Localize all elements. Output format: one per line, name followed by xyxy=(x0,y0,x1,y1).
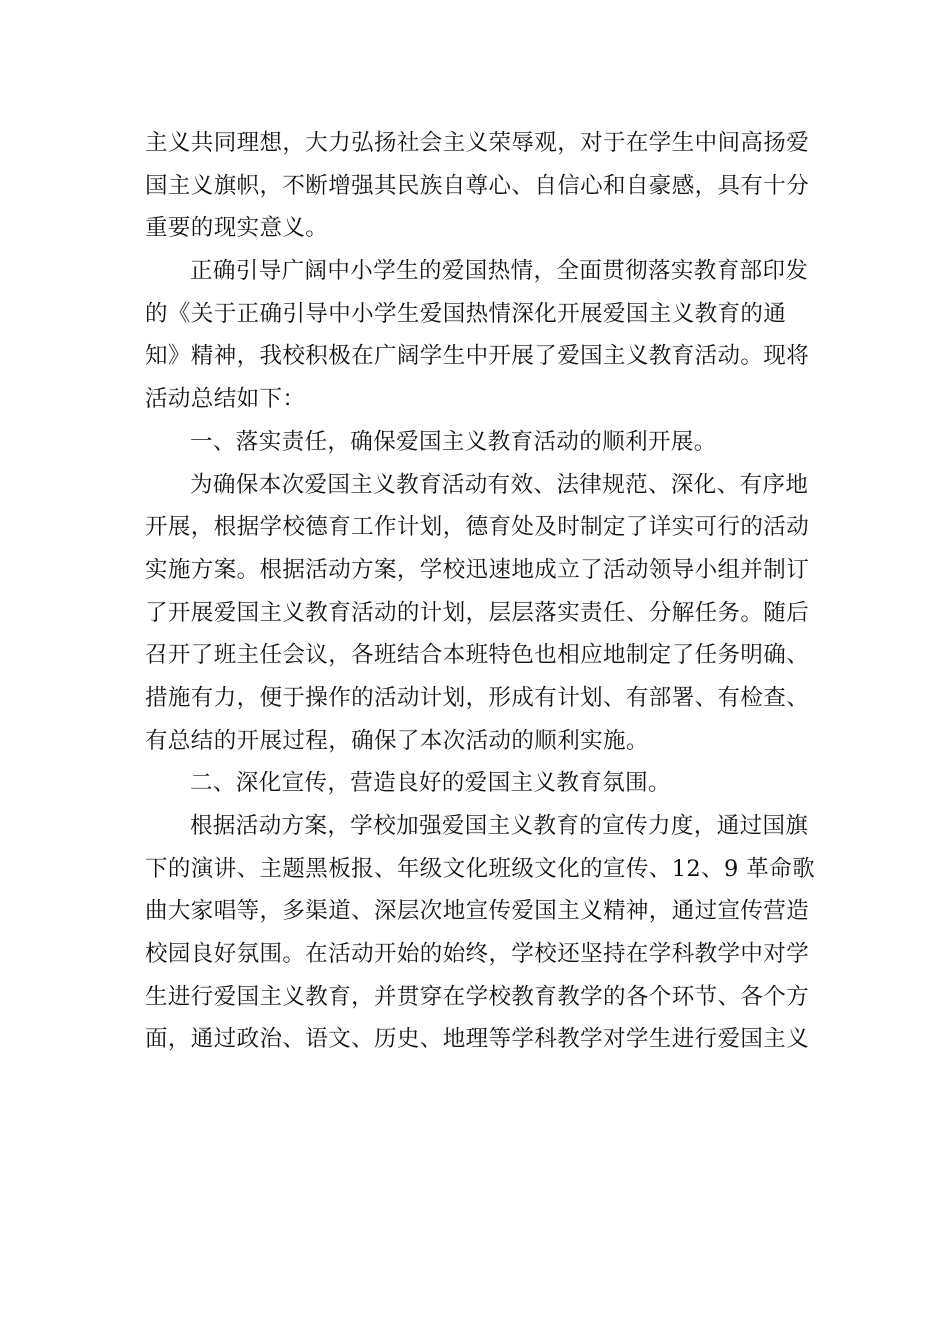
text-line: 校园良好氛围。在活动开始的始终，学校还坚持在学科教学中对学 xyxy=(145,941,810,968)
paragraph-first-line: 根据活动方案，学校加强爱国主义教育的宣传力度，通过国旗 xyxy=(190,813,809,839)
paragraph-first-line: 一、落实责任，确保爱国主义教育活动的顺利开展。 xyxy=(190,428,717,455)
text-line: 的《关于正确引导中小学生爱国热情深化开展爱国主义教育的通 xyxy=(145,300,787,327)
text-line: 知》精神，我校积极在广阔学生中开展了爱国主义教育活动。现将 xyxy=(145,343,810,370)
text-line: 国主义旗帜，不断增强其民族自尊心、自信心和自豪感，具有十分 xyxy=(145,172,810,199)
text-line: 主义共同理想，大力弘扬社会主义荣辱观，对于在学生中间高扬爱 xyxy=(145,130,810,156)
text-line: 生进行爱国主义教育，并贯穿在学校教育教学的各个环节、各个方 xyxy=(145,983,810,1010)
text-line: 重要的现实意义。 xyxy=(145,215,329,242)
text-line: 了开展爱国主义教育活动的计划，层层落实责任、分解任务。随后 xyxy=(145,599,810,626)
document-body xyxy=(145,122,813,1061)
text-line: 曲大家唱等，多渠道、深层次地宣传爱国主义精神，通过宣传营造 xyxy=(145,898,810,925)
text-line: 开展，根据学校德育工作计划，德育处及时制定了详实可行的活动 xyxy=(145,514,810,541)
paragraph-first-line: 为确保本次爱国主义教育活动有效、法律规范、深化、有序地 xyxy=(190,471,809,498)
text-line: 下的演讲、主题黑板报、年级文化班级文化的宣传、12、9 革命歌 xyxy=(145,855,815,882)
text-line: 措施有力，便于操作的活动计划，形成有计划、有部署、有检查、 xyxy=(145,684,810,711)
paragraph-first-line: 正确引导广阔中小学生的爱国热情，全面贯彻落实教育部印发 xyxy=(190,258,809,285)
text-line: 实施方案。根据活动方案，学校迅速地成立了活动领导小组并制订 xyxy=(145,556,810,583)
text-line: 活动总结如下： xyxy=(145,386,306,413)
paragraph-first-line: 二、深化宣传，营造良好的爱国主义教育氛围。 xyxy=(190,770,671,797)
text-line: 面，通过政治、语文、历史、地理等学科教学对学生进行爱国主义 xyxy=(145,1026,810,1053)
text-line: 有总结的开展过程，确保了本次活动的顺利实施。 xyxy=(145,727,649,754)
text-line: 召开了班主任会议，各班结合本班特色也相应地制定了任务明确、 xyxy=(145,642,810,669)
